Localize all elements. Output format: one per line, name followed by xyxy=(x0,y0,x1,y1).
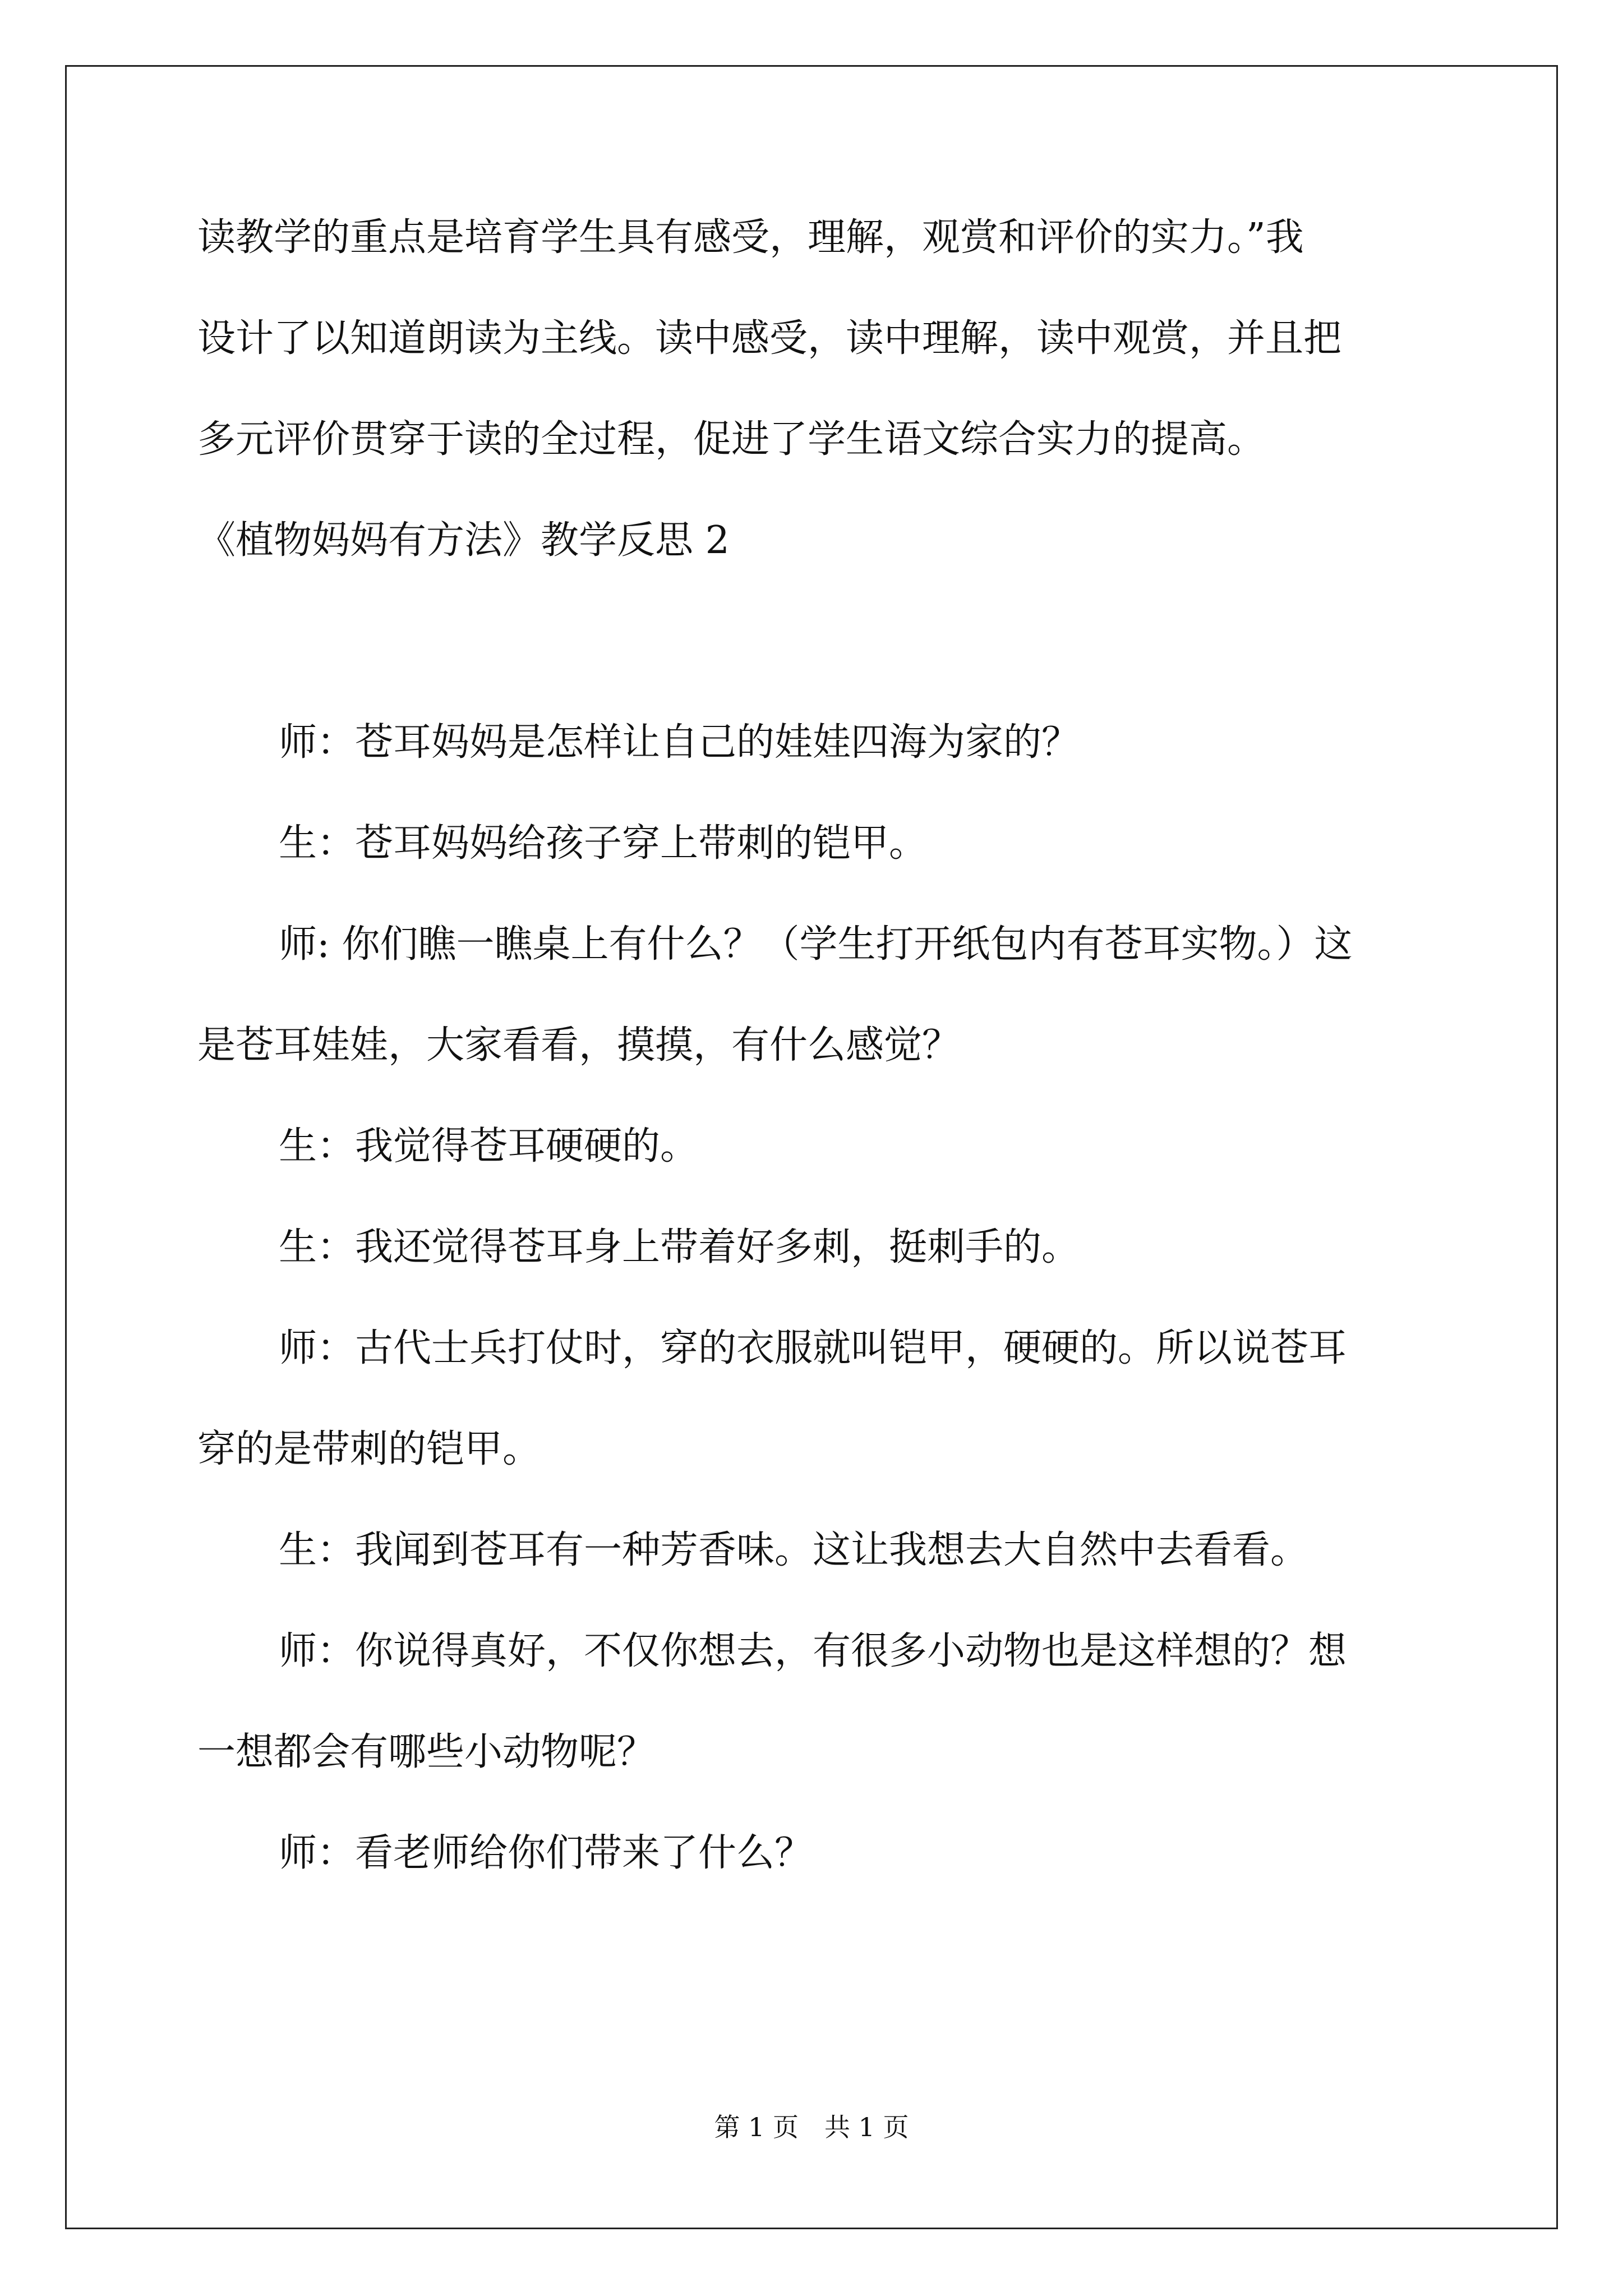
dialogue-line: 生：我闻到苍耳有一种芳香味。这让我想去大自然中去看看。 xyxy=(279,1528,1309,1572)
dialogue-line: 生：我还觉得苍耳身上带着好多刺，挺刺手的。 xyxy=(279,1225,1080,1269)
dialogue-line: 一想都会有哪些小动物呢？ xyxy=(197,1730,656,1774)
dialogue-line: 生：我觉得苍耳硬硬的。 xyxy=(279,1124,699,1168)
paragraph-line: 多元评价贯穿于读的全过程，促进了学生语文综合实力的提高。 xyxy=(197,417,1266,462)
section-title: 《植物妈妈有方法》教学反思 2 xyxy=(197,518,730,563)
dialogue-line: 师：你说得真好，不仅你想去，有很多小动物也是这样想的？想 xyxy=(279,1629,1347,1673)
dialogue-line: 是苍耳娃娃，大家看看，摸摸，有什么感觉？ xyxy=(197,1023,961,1068)
page-number: 第 1 页 共 1 页 xyxy=(714,2112,909,2142)
paragraph-line: 设计了以知道朗读为主线。读中感受，读中理解，读中观赏，并且把 xyxy=(197,316,1342,361)
dialogue-line: 师：苍耳妈妈是怎样让自己的娃娃四海为家的？ xyxy=(279,720,1080,765)
dialogue-line: 师：古代士兵打仗时，穿的衣服就叫铠甲，硬硬的。所以说苍耳 xyxy=(279,1326,1347,1370)
dialogue-line: 师: 你们瞧一瞧桌上有什么？（学生打开纸包内有苍耳实物。）这 xyxy=(279,922,1353,967)
dialogue-line: 师：看老师给你们带来了什么？ xyxy=(279,1831,813,1875)
paragraph-line: 读教学的重点是培育学生具有感受，理解，观赏和评价的实力。”我 xyxy=(197,215,1304,260)
dialogue-line: 穿的是带刺的铠甲。 xyxy=(197,1427,541,1471)
dialogue-line: 生：苍耳妈妈给孩子穿上带刺的铠甲。 xyxy=(279,821,928,866)
